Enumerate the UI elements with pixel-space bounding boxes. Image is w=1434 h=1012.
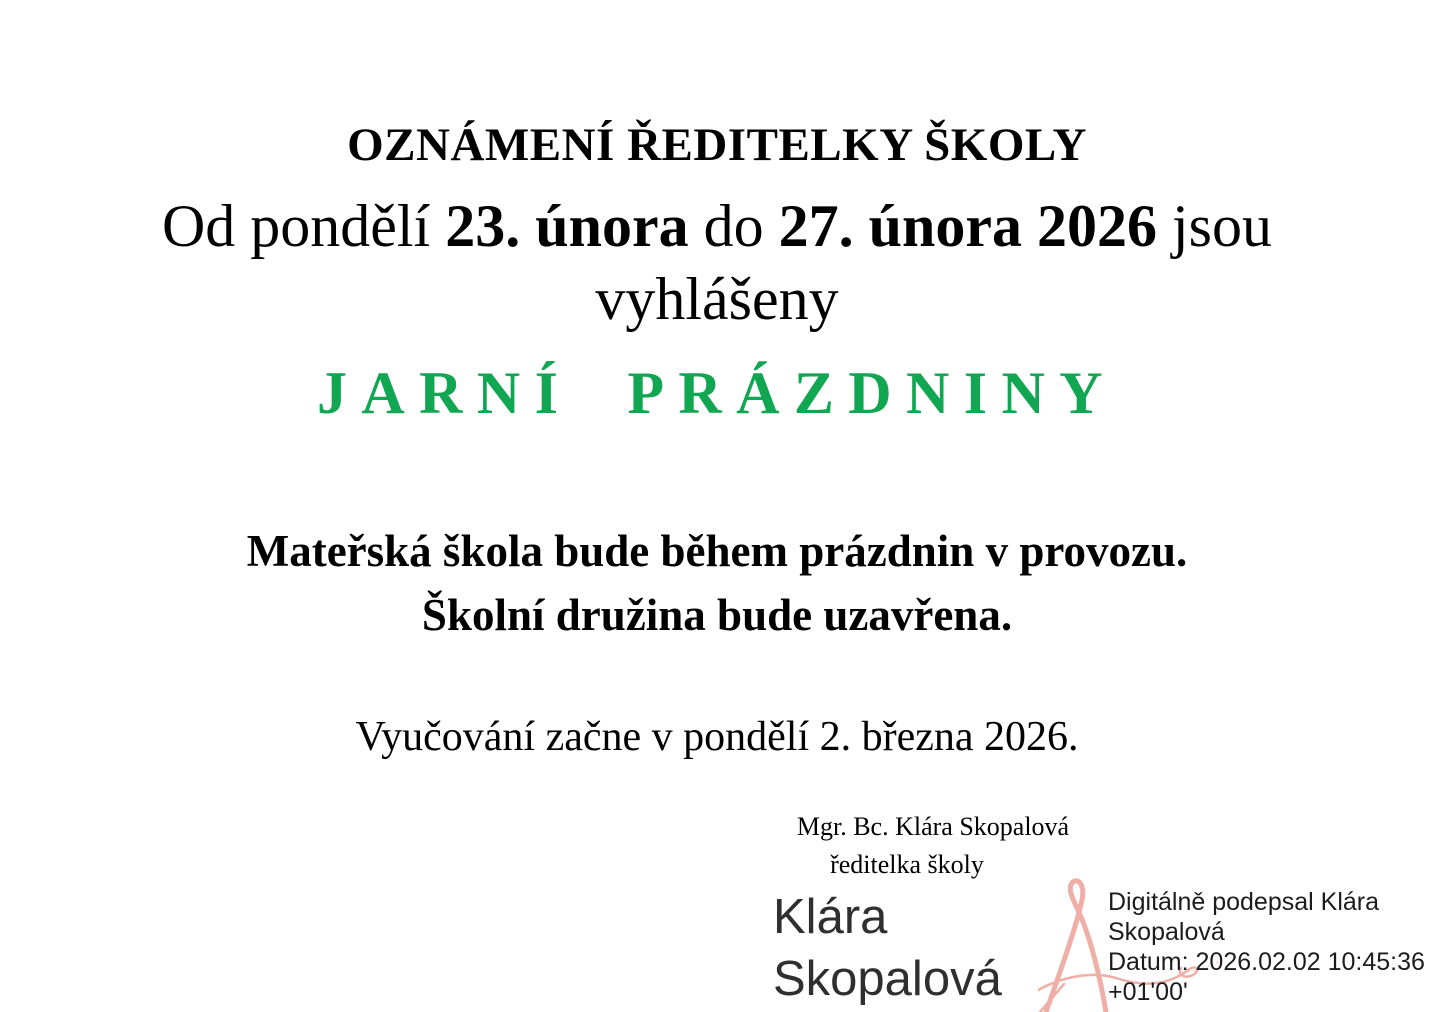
kindergarten-info-line: Mateřská škola bude během prázdnin v provozu. bbox=[246, 526, 1188, 576]
signatory-name: Mgr. Bc. Klára Skopalová bbox=[796, 812, 1070, 841]
holiday-word-2: PRÁZDNINY bbox=[627, 360, 1117, 426]
intro-line-2: vyhlášeny bbox=[595, 266, 839, 332]
operation-info bbox=[0, 519, 1434, 647]
signature-detail-line: Skopalová bbox=[1108, 918, 1225, 946]
signatory-role: ředitelka školy bbox=[830, 850, 984, 879]
holiday-word-1: JARNÍ bbox=[317, 360, 573, 426]
intro-text: jsou bbox=[1157, 193, 1273, 259]
signature-detail-line: Datum: 2026.02.02 10:45:36 bbox=[1108, 948, 1425, 976]
intro-paragraph bbox=[0, 190, 1434, 336]
classes-resume-line: Vyučování začne v pondělí 2. března 2026. bbox=[355, 714, 1079, 760]
after-school-club-info-line: Školní družina bude uzavřena. bbox=[421, 590, 1013, 640]
page-title: OZNÁMENÍ ŘEDITELKY ŠKOLY bbox=[347, 119, 1087, 171]
signature-name-line-1: Klára bbox=[773, 890, 888, 944]
intro-text: Od pondělí bbox=[161, 193, 446, 259]
date-from: 23. února bbox=[445, 193, 689, 259]
signature-detail-line: Digitálně podepsal Klára bbox=[1108, 888, 1380, 916]
signature-detail-line: +01'00' bbox=[1108, 978, 1188, 1006]
intro-line-1 bbox=[0, 190, 1434, 263]
holiday-title bbox=[0, 360, 1434, 426]
date-to: 27. února 2026 bbox=[778, 193, 1158, 259]
digital-signature-details bbox=[1108, 887, 1434, 1007]
intro-text: do bbox=[688, 193, 779, 259]
signature-name-line-2: Skopalová bbox=[773, 952, 1002, 1006]
